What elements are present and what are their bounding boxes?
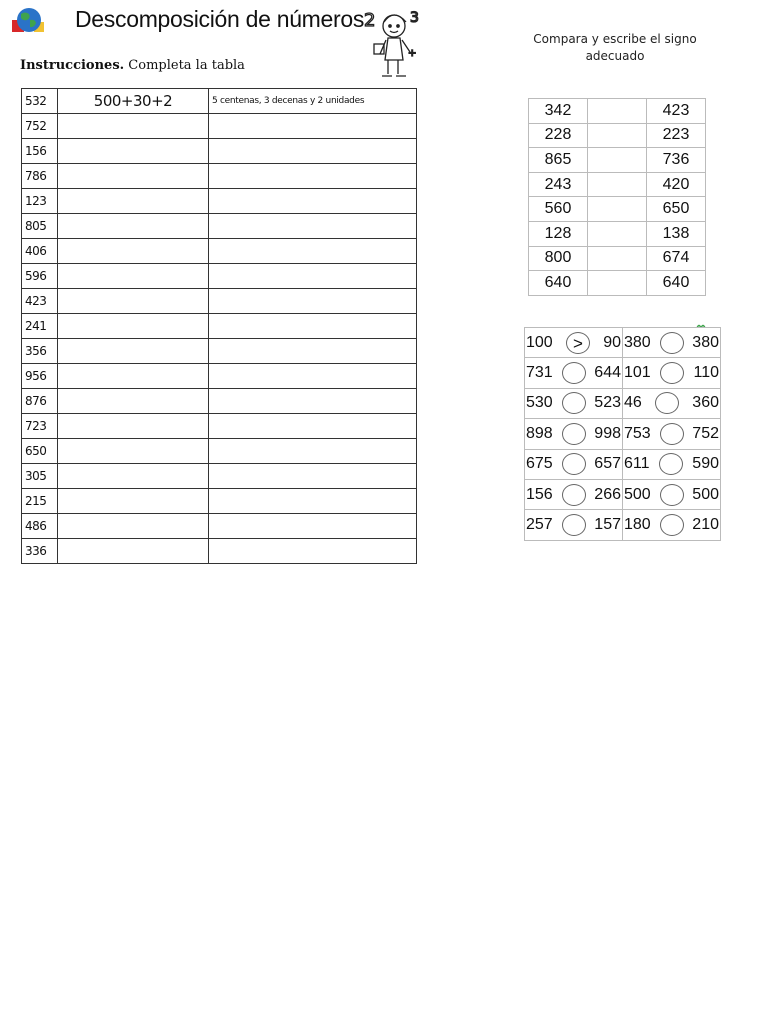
sign-circle[interactable] — [562, 453, 586, 475]
compare-sign-cell[interactable] — [588, 221, 647, 246]
compare-left-number: 228 — [529, 123, 588, 148]
compare-pair-left — [525, 388, 623, 418]
instructions-text: Completa la tabla — [124, 58, 245, 73]
expanded-form-cell[interactable] — [58, 414, 209, 439]
expanded-form-cell[interactable] — [58, 339, 209, 364]
number-cell: 786 — [22, 164, 58, 189]
number-cell: 356 — [22, 339, 58, 364]
word-form-cell[interactable] — [209, 514, 417, 539]
compare-right-number: 644 — [594, 364, 621, 382]
expanded-form-cell[interactable] — [58, 114, 209, 139]
compare-left-number: 640 — [529, 271, 588, 296]
word-form-cell[interactable] — [209, 414, 417, 439]
word-form-cell[interactable] — [209, 364, 417, 389]
sign-circle[interactable] — [562, 423, 586, 445]
compare-pair-left — [525, 328, 623, 358]
svg-text:2: 2 — [364, 10, 376, 31]
number-cell: 650 — [22, 439, 58, 464]
expanded-form-cell[interactable] — [58, 264, 209, 289]
table-row — [22, 214, 417, 239]
compare-sign-cell[interactable] — [588, 99, 647, 124]
compare-pair-right — [623, 388, 721, 418]
table-row — [525, 419, 721, 449]
compare-left-number: 128 — [529, 221, 588, 246]
compare-right-number: 674 — [647, 246, 706, 271]
compare-left-number: 865 — [529, 148, 588, 173]
table-row — [22, 439, 417, 464]
word-form-cell[interactable] — [209, 539, 417, 564]
compare-right-number: 360 — [692, 394, 719, 412]
table-row — [529, 172, 706, 197]
table-row — [22, 114, 417, 139]
table-row — [22, 139, 417, 164]
table-row — [22, 314, 417, 339]
expanded-form-cell[interactable] — [58, 189, 209, 214]
word-form-cell[interactable] — [209, 389, 417, 414]
compare-pair-left — [525, 449, 623, 479]
compare-left-number: 243 — [529, 172, 588, 197]
compare-left-number: 156 — [526, 485, 553, 503]
compare-right-number: 266 — [594, 485, 621, 503]
expanded-form-cell[interactable] — [58, 164, 209, 189]
compare-left-number: 611 — [624, 455, 650, 473]
number-cell: 336 — [22, 539, 58, 564]
compare-pair-right — [623, 479, 721, 509]
sign-circle[interactable] — [660, 362, 684, 384]
compare-left-number: 530 — [526, 394, 553, 412]
table-row — [22, 239, 417, 264]
word-form-cell[interactable] — [209, 164, 417, 189]
table-row — [525, 328, 721, 358]
sign-circle[interactable] — [562, 514, 586, 536]
table-row — [22, 89, 417, 114]
compare-sign-cell[interactable] — [588, 271, 647, 296]
compare-right-number: 223 — [647, 123, 706, 148]
compare-right-number: 500 — [692, 485, 719, 503]
compare-left-number: 753 — [624, 424, 651, 442]
compare-right-number: 657 — [594, 455, 621, 473]
instructions — [20, 58, 245, 73]
number-cell: 876 — [22, 389, 58, 414]
svg-text:3: 3 — [410, 10, 419, 26]
compare-sign-cell[interactable] — [588, 123, 647, 148]
table-row — [529, 221, 706, 246]
table-row — [525, 479, 721, 509]
svg-text:+: + — [408, 48, 417, 59]
sign-circle[interactable] — [655, 392, 679, 414]
number-cell: 532 — [22, 89, 58, 114]
word-form-cell[interactable]: 5 centenas, 3 decenas y 2 unidades — [209, 89, 417, 114]
table-row — [529, 123, 706, 148]
sign-circle[interactable] — [562, 362, 586, 384]
compare-title — [510, 31, 720, 65]
expanded-form-cell[interactable] — [58, 514, 209, 539]
number-cell: 956 — [22, 364, 58, 389]
number-cell: 156 — [22, 139, 58, 164]
table-row — [525, 449, 721, 479]
number-cell: 752 — [22, 114, 58, 139]
compare-table-2 — [524, 327, 721, 541]
table-row — [22, 364, 417, 389]
compare-pair-left — [525, 479, 623, 509]
compare-right-number: 157 — [594, 516, 621, 534]
sign-circle[interactable] — [660, 514, 684, 536]
table-row — [22, 339, 417, 364]
compare-sign-cell[interactable] — [588, 246, 647, 271]
word-form-cell[interactable] — [209, 189, 417, 214]
table-row — [525, 358, 721, 388]
compare-sign-cell[interactable] — [588, 172, 647, 197]
compare-pair-left — [525, 510, 623, 540]
number-cell: 406 — [22, 239, 58, 264]
compare-sign-cell[interactable] — [588, 148, 647, 173]
word-form-cell[interactable] — [209, 264, 417, 289]
table-row — [22, 189, 417, 214]
compare-right-number: 640 — [647, 271, 706, 296]
compare-right-number: 736 — [647, 148, 706, 173]
word-form-cell[interactable] — [209, 239, 417, 264]
compare-left-number: 675 — [526, 455, 553, 473]
compare-right-number: 650 — [647, 197, 706, 222]
sign-circle[interactable] — [659, 453, 683, 475]
expanded-form-cell[interactable] — [58, 389, 209, 414]
table-row — [22, 464, 417, 489]
word-form-cell[interactable] — [209, 439, 417, 464]
compare-sign-cell[interactable] — [588, 197, 647, 222]
compare-pair-right — [623, 419, 721, 449]
expanded-form-cell[interactable] — [58, 364, 209, 389]
compare-right-number: 210 — [692, 516, 719, 534]
table-row — [529, 148, 706, 173]
compare-pair-left — [525, 358, 623, 388]
word-form-cell[interactable] — [209, 489, 417, 514]
decomposition-table — [21, 88, 417, 564]
sign-circle[interactable] — [562, 484, 586, 506]
word-form-cell[interactable] — [209, 289, 417, 314]
table-row — [529, 271, 706, 296]
table-row — [525, 388, 721, 418]
compare-right-number: 110 — [693, 364, 719, 382]
number-cell: 596 — [22, 264, 58, 289]
word-form-cell[interactable] — [209, 339, 417, 364]
expanded-form-cell[interactable] — [58, 214, 209, 239]
expanded-form-cell[interactable] — [58, 239, 209, 264]
number-cell: 123 — [22, 189, 58, 214]
child-clipart-icon — [362, 4, 432, 84]
table-row — [529, 246, 706, 271]
compare-left-number: 731 — [526, 364, 553, 382]
compare-left-number: 342 — [529, 99, 588, 124]
expanded-form-cell[interactable] — [58, 139, 209, 164]
compare-pair-right — [623, 358, 721, 388]
compare-right-number: 752 — [692, 424, 719, 442]
number-cell: 215 — [22, 489, 58, 514]
compare-right-number: 423 — [647, 99, 706, 124]
number-cell: 805 — [22, 214, 58, 239]
compare-table-1 — [528, 98, 706, 296]
expanded-form-cell[interactable] — [58, 489, 209, 514]
table-row — [22, 164, 417, 189]
compare-left-number: 380 — [624, 333, 651, 351]
word-form-cell[interactable] — [209, 214, 417, 239]
compare-right-number: 590 — [692, 455, 719, 473]
table-row — [22, 264, 417, 289]
expanded-form-cell[interactable] — [58, 439, 209, 464]
compare-left-number: 898 — [526, 424, 553, 442]
compare-left-number: 257 — [526, 516, 553, 534]
expanded-form-cell[interactable] — [58, 289, 209, 314]
compare-left-number: 500 — [624, 485, 651, 503]
compare-left-number: 180 — [624, 516, 651, 534]
compare-right-number: 90 — [603, 333, 621, 351]
sign-circle[interactable] — [660, 423, 684, 445]
instructions-label: Instrucciones. — [20, 58, 125, 73]
compare-left-number: 46 — [624, 394, 642, 412]
compare-title-line1: Compara y escribe el signo — [533, 32, 697, 46]
compare-right-number: 998 — [594, 424, 621, 442]
word-form-cell[interactable] — [209, 314, 417, 339]
word-form-cell[interactable] — [209, 114, 417, 139]
sign-circle[interactable] — [660, 332, 684, 354]
compare-pair-left — [525, 419, 623, 449]
table-row — [22, 514, 417, 539]
table-row — [22, 414, 417, 439]
sign-circle[interactable] — [562, 392, 586, 414]
expanded-form-cell[interactable] — [58, 464, 209, 489]
word-form-cell[interactable] — [209, 464, 417, 489]
compare-right-number: 138 — [647, 221, 706, 246]
table-row — [529, 197, 706, 222]
table-row — [22, 539, 417, 564]
sign-circle[interactable] — [660, 484, 684, 506]
compare-left-number: 560 — [529, 197, 588, 222]
compare-pair-right — [623, 328, 721, 358]
globe-icon — [12, 6, 46, 36]
number-cell: 723 — [22, 414, 58, 439]
number-cell: 305 — [22, 464, 58, 489]
table-row — [22, 489, 417, 514]
compare-right-number: 420 — [647, 172, 706, 197]
expanded-form-cell[interactable]: 500+30+2 — [58, 89, 209, 114]
compare-left-number: 800 — [529, 246, 588, 271]
expanded-form-cell[interactable] — [58, 314, 209, 339]
page-title: Descomposición de números — [75, 6, 365, 32]
expanded-form-cell[interactable] — [58, 539, 209, 564]
compare-pair-right — [623, 510, 721, 540]
compare-left-number: 101 — [624, 364, 651, 382]
number-cell: 423 — [22, 289, 58, 314]
number-cell: 241 — [22, 314, 58, 339]
table-row — [22, 289, 417, 314]
word-form-cell[interactable] — [209, 139, 417, 164]
table-row — [525, 510, 721, 540]
sign-circle[interactable]: > — [566, 332, 590, 354]
compare-title-line2: adecuado — [585, 49, 645, 63]
table-row — [529, 99, 706, 124]
number-cell: 486 — [22, 514, 58, 539]
compare-pair-right — [623, 449, 721, 479]
table-row — [22, 389, 417, 414]
compare-left-number: 100 — [526, 333, 553, 351]
compare-right-number: 523 — [594, 394, 621, 412]
compare-right-number: 380 — [692, 333, 719, 351]
